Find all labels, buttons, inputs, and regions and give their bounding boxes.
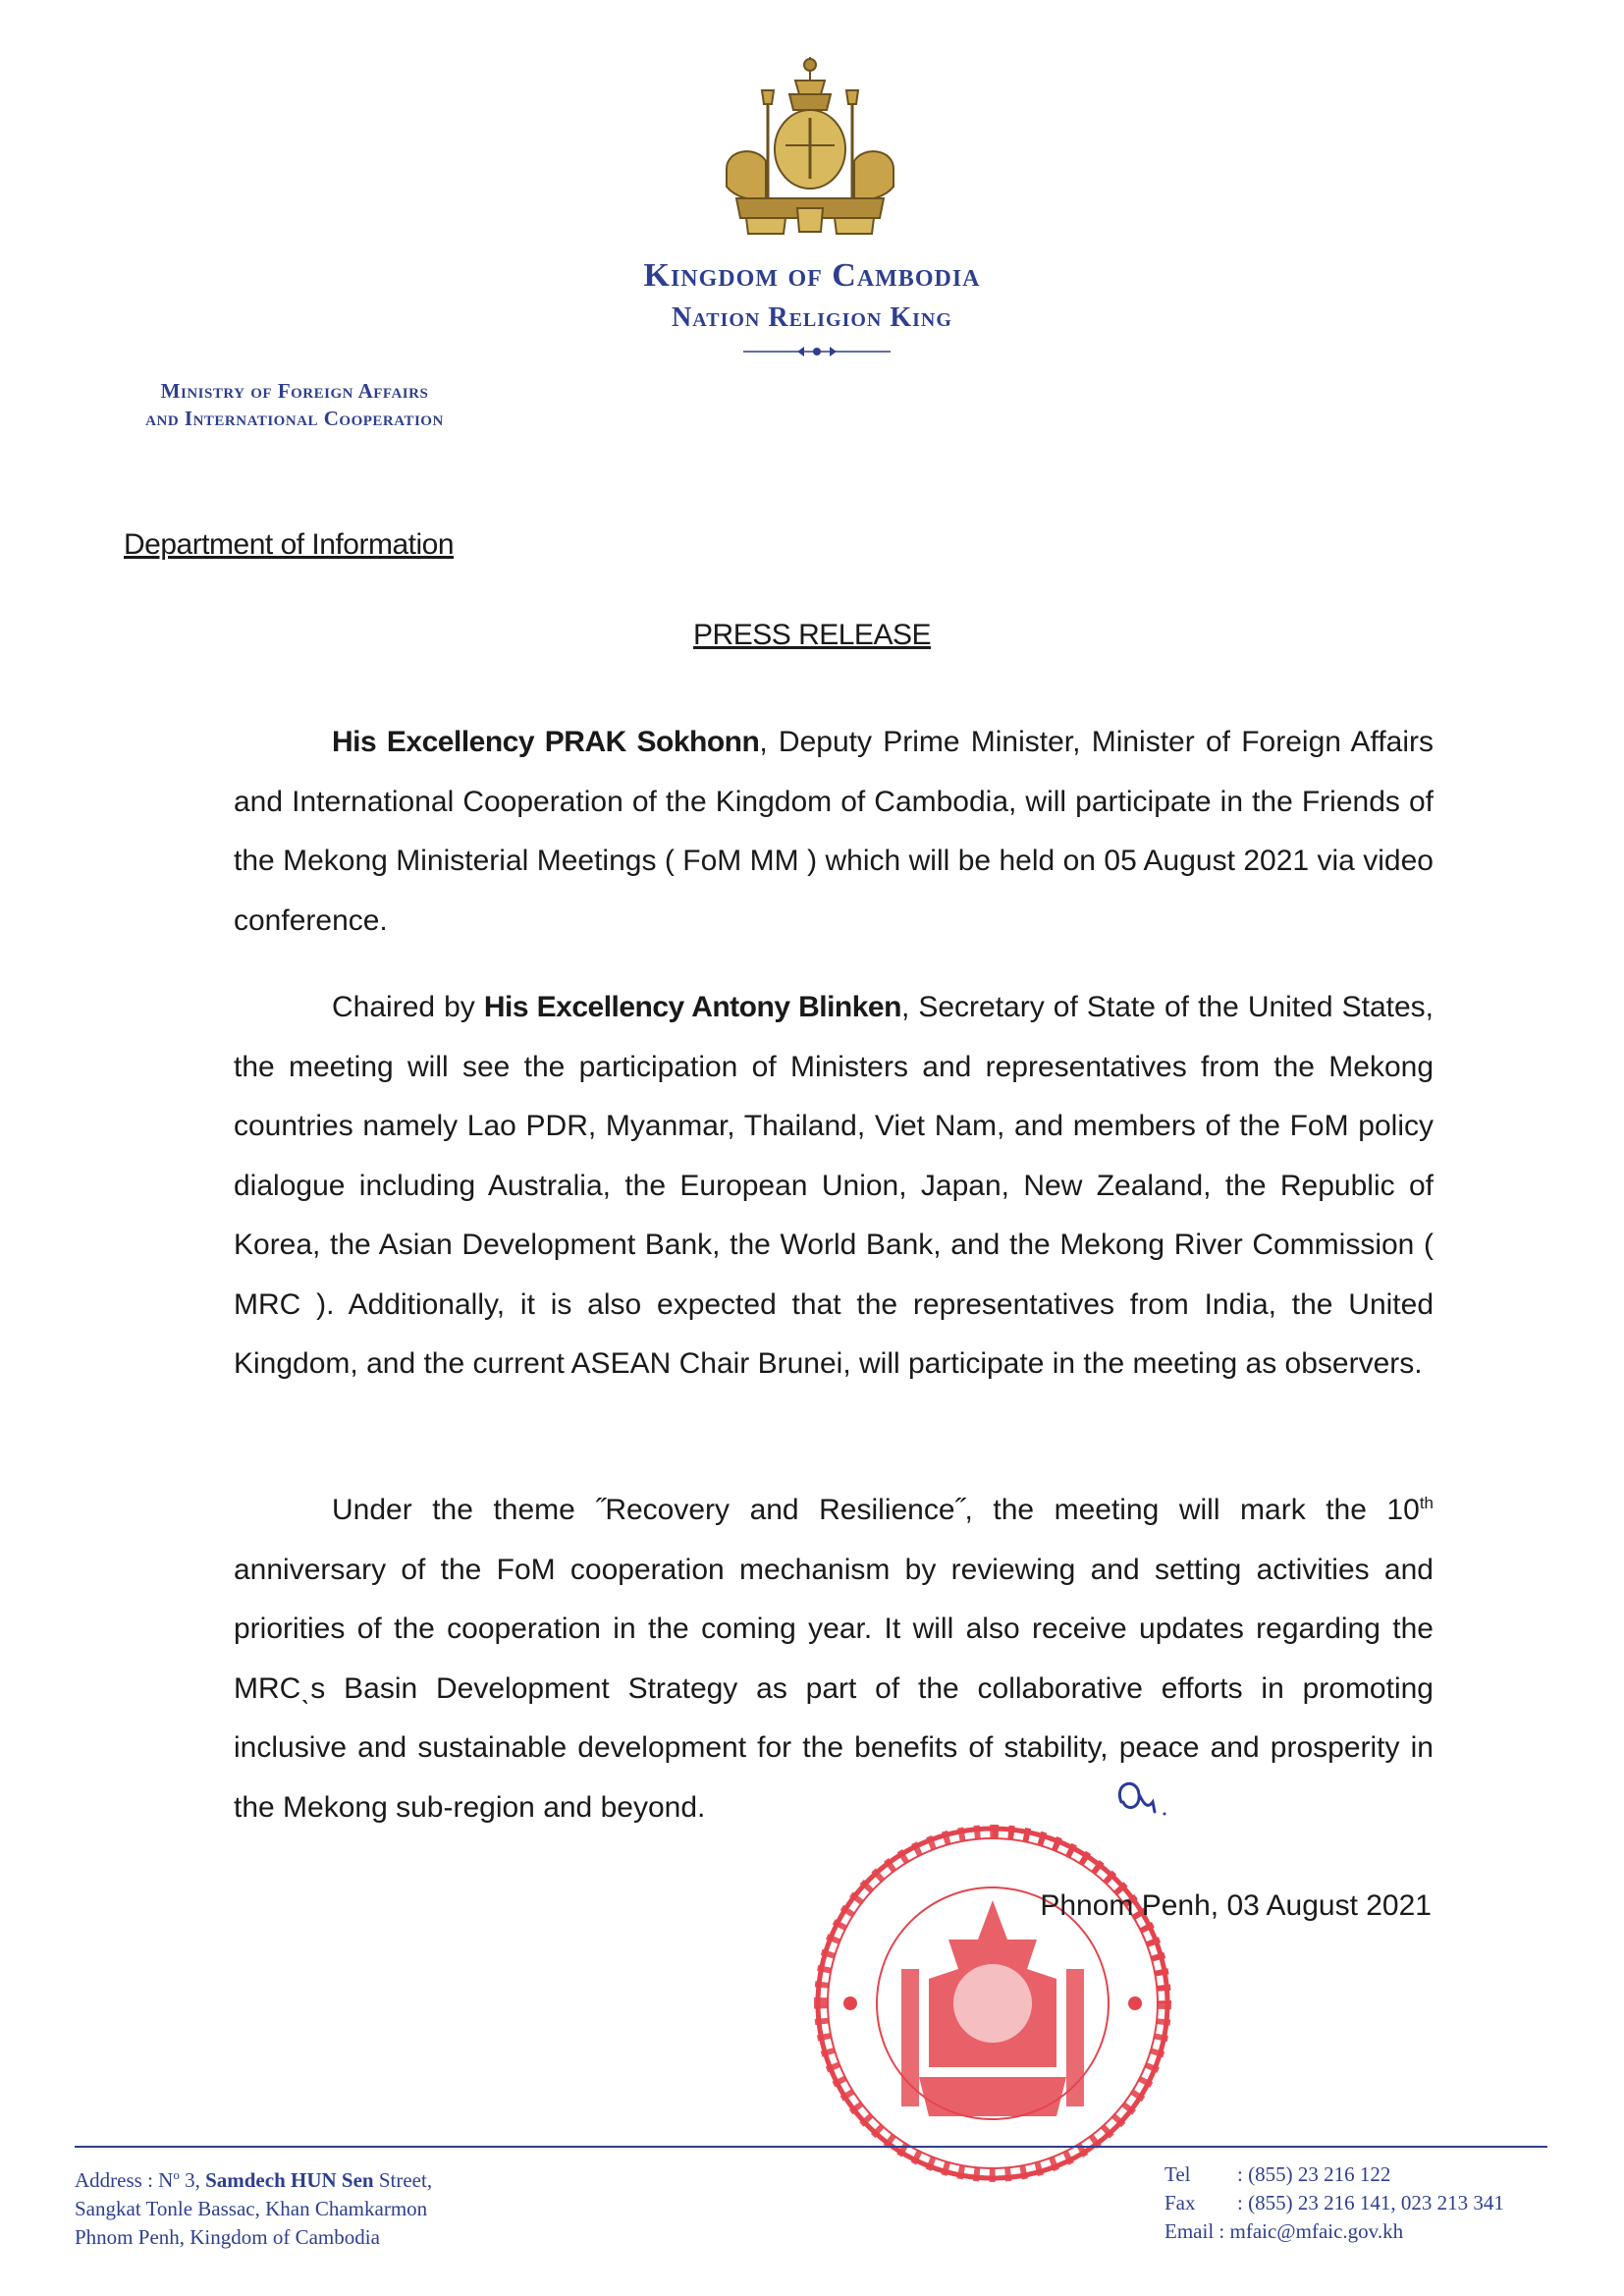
paragraph-3-sup: th bbox=[1419, 1494, 1434, 1512]
royal-emblem-icon bbox=[707, 51, 913, 247]
footer-divider bbox=[75, 2146, 1547, 2148]
address-street-rest: Street, bbox=[373, 2168, 433, 2192]
paragraph-3-pre: Under the theme ˝Recovery and Resilience˝, the meeting will mark the 10 bbox=[332, 1494, 1420, 1526]
paragraph-2 bbox=[234, 978, 1434, 1394]
email-row bbox=[1164, 2217, 1504, 2246]
address-line-1 bbox=[75, 2160, 432, 2195]
footer-contact bbox=[1164, 2160, 1504, 2246]
ministry-name bbox=[59, 377, 530, 432]
address-label: Address : N bbox=[75, 2168, 174, 2192]
address-line-2: Sangkat Tonle Bassac, Khan Chamkarmon bbox=[75, 2197, 428, 2220]
address-line-3: Phnom Penh, Kingdom of Cambodia bbox=[75, 2225, 380, 2249]
address-number: 3, bbox=[179, 2168, 206, 2192]
paragraph-2-text: , Secretary of State of the United States, the meeting will see the participation of Ministers and representatives from the Mekong countries namely Lao PDR, Myanmar, Thailand, Viet Nam, and members of the FoM policy dialogue including Australia, the European Union, Japan, New Zealand, the Republic of Korea, the Asian Development Bank, the World Bank, and the Mekong River Commission ( MRC ). Additionally, it is also expected that the representatives from India, the United Kingdom, and the current ASEAN Chair Brunei, will participate in the meeting as observers. bbox=[234, 991, 1435, 1380]
footer-address bbox=[75, 2160, 432, 2252]
tel-label: Tel bbox=[1164, 2162, 1191, 2186]
national-motto: Nation Religion King bbox=[672, 302, 952, 333]
document-title: PRESS RELEASE bbox=[693, 619, 931, 651]
address-street-bold: Samdech HUN Sen bbox=[205, 2168, 374, 2192]
paragraph-2-pre: Chaired by bbox=[332, 991, 484, 1023]
email-label: Email bbox=[1164, 2219, 1215, 2243]
paragraph-3-text: anniversary of the FoM cooperation mechanism by reviewing and setting activities and priorities of the cooperation in the coming year. It will also receive updates regarding the MRCˎs Basin Development Strategy as part of the collaborative efforts in promoting inclusive and sustainable development for the benefits of stability, peace and prosperity in the Mekong sub-region and beyond. bbox=[234, 1553, 1434, 1824]
paragraph-1-text: , Deputy Prime Minister, Minister of Foreign Affairs and International Cooperation of the Kingdom of Cambodia, will participate in the Friends of the Mekong Ministerial Meetings ( FoM MM ) which will be held on 05 August 2021 via video conference. bbox=[234, 726, 1434, 937]
paragraph-3 bbox=[234, 1481, 1434, 1837]
paragraph-1-bold: His Excellency PRAK Sokhonn bbox=[332, 726, 760, 758]
ministry-line-2: and International Cooperation bbox=[145, 407, 444, 430]
tel-value: : (855) 23 216 122 bbox=[1237, 2162, 1391, 2186]
ministry-line-1: Ministry of Foreign Affairs bbox=[160, 379, 429, 403]
dateline: Phnom Penh, 03 August 2021 bbox=[1040, 1889, 1432, 1922]
fax-value: : (855) 23 216 141, 023 213 341 bbox=[1237, 2191, 1504, 2214]
ornament-divider-icon bbox=[743, 344, 891, 359]
country-title: Kingdom of Cambodia bbox=[643, 257, 981, 294]
handwritten-initials-icon bbox=[1110, 1773, 1168, 1822]
department-heading: Department of Information bbox=[124, 528, 455, 561]
tel-row bbox=[1164, 2160, 1504, 2189]
paragraph-2-bold: His Excellency Antony Blinken bbox=[483, 991, 901, 1023]
paragraph-1 bbox=[234, 713, 1434, 951]
address-sup: o bbox=[173, 2167, 180, 2182]
email-value[interactable]: : mfaic@mfaic.gov.kh bbox=[1218, 2219, 1404, 2243]
fax-row bbox=[1164, 2189, 1504, 2217]
official-seal-icon bbox=[811, 1822, 1174, 2185]
fax-label: Fax bbox=[1164, 2191, 1196, 2214]
